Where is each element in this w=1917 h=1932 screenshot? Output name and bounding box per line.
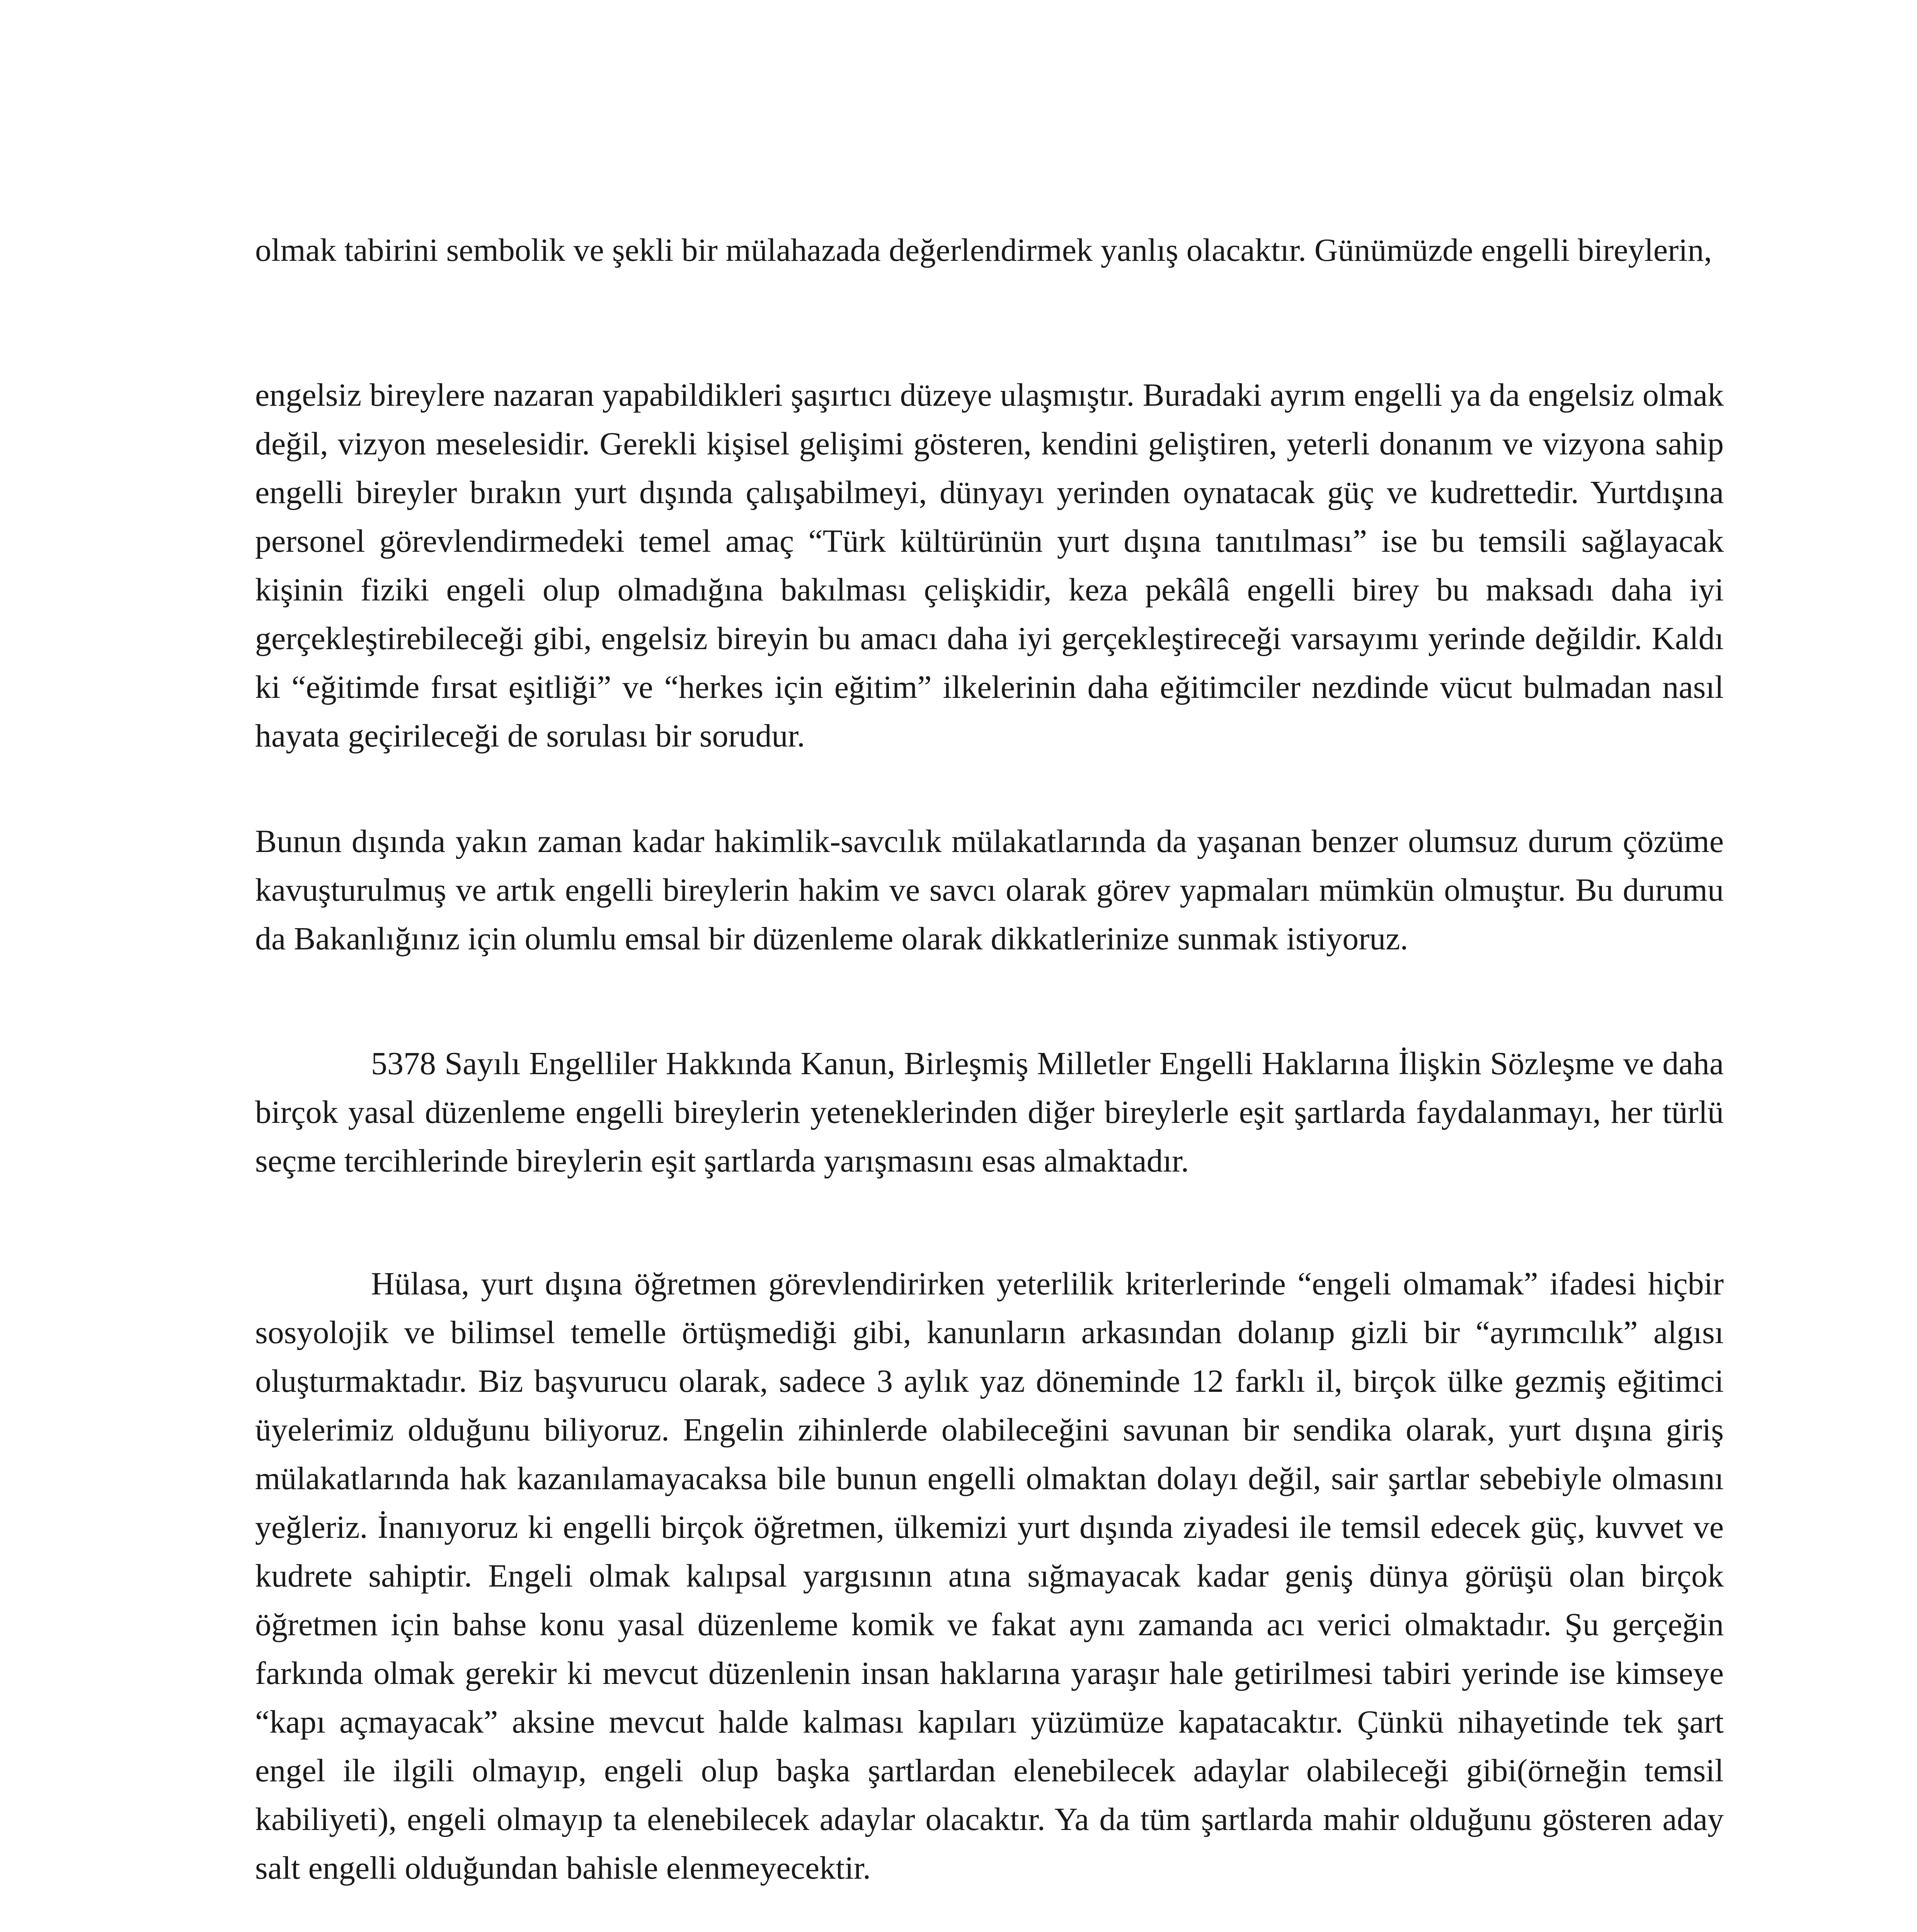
paragraph-judiciary-precedent: Bunun dışında yakın zaman kadar hakimlik-savcılık mülakatlarında da yaşanan benzer olumsuz durum çözüme kavuşturulmuş ve artık engelli bireylerin hakim ve savcı olarak görev yapmaları mümkün olmuştur. Bu durumu da Bakanlığınız için olumlu emsal bir düzenleme olarak dikkatlerinize sunmak istiyoruz. (255, 823, 1724, 957)
paragraph-continuation: olmak tabirini sembolik ve şekli bir mülahazada değerlendirmek yanlış olacaktır. Günümüzde engelli bireylerin, (255, 232, 1712, 268)
paragraph-law-5378: 5378 Sayılı Engelliler Hakkında Kanun, Birleşmiş Milletler Engelli Haklarına İlişkin Sözleşme ve daha birçok yasal düzenleme engelli bireylerin yeteneklerinden diğer bireylerle eşit şartlarda faydalanmayı, her türlü seçme tercihlerinde bireylerin eşit şartlarda yarışmasını esas almaktadır. (255, 1046, 1724, 1179)
paragraph-vision: engelsiz bireylere nazaran yapabildikleri şaşırtıcı düzeye ulaşmıştır. Buradaki ayrım engelli ya da engelsiz olmak değil, vizyon meselesidir. Gerekli kişisel gelişimi gösteren, kendini geliştiren, yeterli donanım ve vizyona sahip engelli bireyler bırakın yurt dışında çalışabilmeyi, dünyayı yerinden oynatacak güç ve kudrettedir. Yurtdışına personel görevlendirmedeki temel amaç “Türk kültürünün yurt dışına tanıtılması” ise bu temsili sağlayacak kişinin fiziki engeli olup olmadığına bakılması çelişkidir, keza pekâlâ engelli birey bu maksadı daha iyi gerçekleştirebileceği gibi, engelsiz bireyin bu amacı daha iyi gerçekleştireceği varsayımı yerinde değildir. Kaldı ki “eğitimde fırsat eşitliği” ve “herkes için eğitim” ilkelerinin daha eğitimciler nezdinde vücut bulmadan nasıl hayata geçirileceği de sorulası bir sorudur. (255, 377, 1724, 754)
paragraph-summary: Hülasa, yurt dışına öğretmen görevlendirirken yeterlilik kriterlerinde “engeli olmamak” ifadesi hiçbir sosyolojik ve bilimsel temelle örtüşmediği gibi, kanunların arkasından dolanıp gizli bir “ayrımcılık” algısı oluşturmaktadır. Biz başvurucu olarak, sadece 3 aylık yaz döneminde 12 farklı il, birçok ülke gezmiş eğitimci üyelerimiz olduğunu biliyoruz. Engelin zihinlerde olabileceğini savunan bir sendika olarak, yurt dışına giriş mülakatlarında hak kazanılamayacaksa bile bunun engelli olmaktan dolayı değil, sair şartlar sebebiyle olmasını yeğleriz. İnanıyoruz ki engelli birçok öğretmen, ülkemizi yurt dışında ziyadesi ile temsil edecek güç, kuvvet ve kudrete sahiptir. Engeli olmak kalıpsal yargısının atına sığmayacak kadar geniş dünya görüşü olan birçok öğretmen için bahse konu yasal düzenleme komik ve fakat aynı zamanda acı verici olmaktadır. Şu gerçeğin farkında olmak gerekir ki mevcut düzenlenin insan haklarına yaraşır hale getirilmesi tabiri yerinde ise kimseye “kapı açmayacak” aksine mevcut halde kalması kapıları yüzümüze kapatacaktır. Çünkü nihayetinde tek şart engel ile ilgili olmayıp, engeli olup başka şartlardan elenebilecek adaylar olabileceği gibi(örneğin temsil kabiliyeti), engeli olmayıp ta elenebilecek adaylar olacaktır. Ya da tüm şartlarda mahir olduğunu gösteren aday salt engelli olduğundan bahisle elenmeyecektir. (255, 1266, 1724, 1886)
